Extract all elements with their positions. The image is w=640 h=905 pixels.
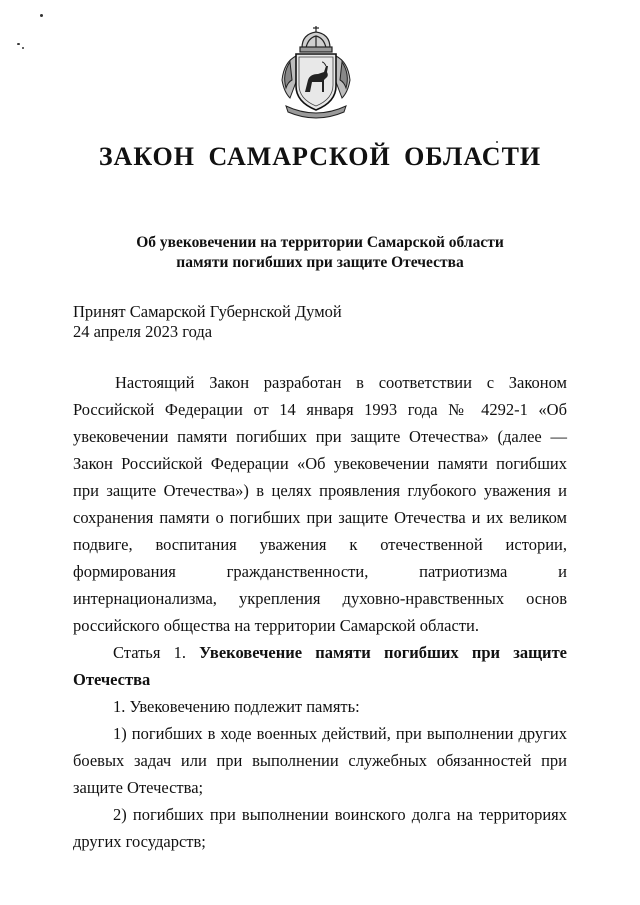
article-number: Статья 1. bbox=[113, 643, 186, 662]
law-subject-line: Об увековечении на территории Самарской области bbox=[136, 234, 504, 251]
law-title: ЗАКОН САМАРСКОЙ ОБЛАСТИ bbox=[98, 142, 542, 171]
law-subject-line: памяти погибших при защите Отечества bbox=[176, 254, 464, 271]
article-heading bbox=[73, 639, 567, 693]
item-paragraph: 2) погибших при выполнении воинского долга на территориях других государств; bbox=[73, 805, 567, 851]
scan-speck bbox=[40, 14, 43, 17]
adoption-info bbox=[73, 302, 342, 342]
adoption-body: Принят Самарской Губернской Думой bbox=[73, 302, 342, 321]
scan-speck bbox=[22, 47, 24, 49]
law-subject bbox=[0, 233, 640, 273]
samara-coat-of-arms-icon bbox=[278, 22, 354, 122]
document-body bbox=[73, 369, 567, 855]
item-paragraph: 1) погибших в ходе военных действий, при выполнении других боевых задач или при выполнении служебных обязанностей при защите Отечества; bbox=[73, 724, 567, 797]
article-title: Увековечение памяти погибших при защите Отечества bbox=[73, 643, 567, 689]
clause-paragraph: 1. Увековечению подлежит память: bbox=[113, 697, 360, 716]
preamble-paragraph: Настоящий Закон разработан в соответствии с Законом Российской Федерации от 14 января 1993 года № 4292-1 «Об увековечении памяти погибших при защите Отечества» (далее — Закон Российской Федерации «Об увековечении памяти погибших при защите Отечества») в целях проявления глубокого уважения и сохранения памяти о погибших при защите Отечества и их великом подвиге, воспитания уважения к отечественной истории, формирования гражданственности, патриотизма и интернационализма, укрепления духовно-нравственных основ российского общества на территории Самарской области. bbox=[73, 373, 567, 635]
scan-speck bbox=[17, 43, 20, 45]
adoption-date: 24 апреля 2023 года bbox=[73, 322, 213, 341]
